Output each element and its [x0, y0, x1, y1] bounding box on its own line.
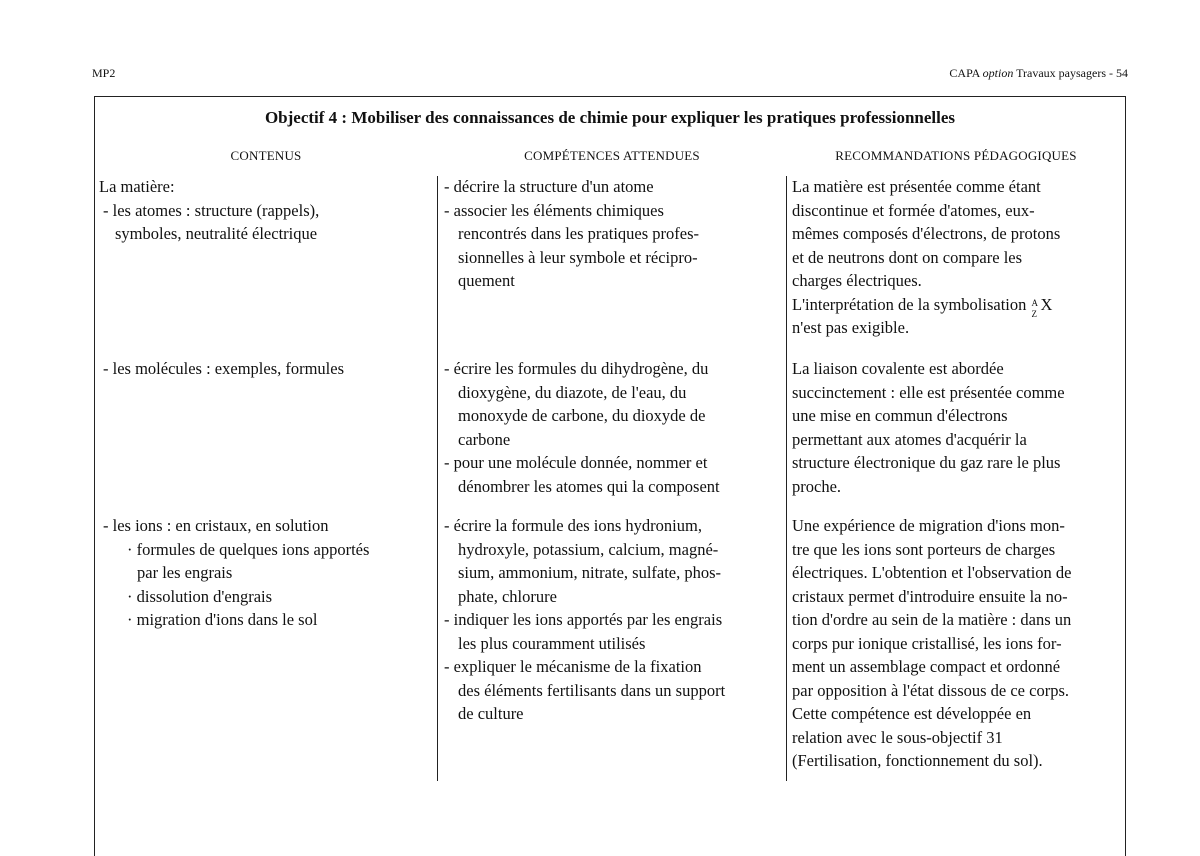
- nuclide-letter: X: [1040, 294, 1053, 314]
- text-line: permettant aux atomes d'acquérir la: [792, 429, 1027, 449]
- objective-title: Objectif 4 : Mobiliser des connaissances de chimie pour expliquer les pratiques professionnelles: [264, 108, 956, 127]
- text-line: monoxyde de carbone, du dioxyde de: [458, 406, 706, 425]
- text-line: · dissolution d'engrais: [127, 586, 273, 606]
- text-line: - écrire les formules du dihydrogène, du: [444, 359, 709, 378]
- text-line: une mise en commun d'électrons: [792, 406, 1008, 425]
- column-divider-1: [437, 176, 438, 781]
- column-header-competences: COMPÉTENCES ATTENDUES: [524, 148, 700, 163]
- nuclide-symbol: [1031, 296, 1041, 319]
- text-line: ment un assemblage compact et ordonné: [792, 657, 1061, 676]
- text-line: sionnelles à leur symbole et récipro-: [458, 247, 698, 267]
- text-line: corps pur ionique cristallisé, les ions for-: [792, 633, 1062, 653]
- text-line: structure électronique du gaz rare le plus: [792, 453, 1061, 472]
- text-line: mêmes composés d'électrons, de protons: [792, 224, 1061, 243]
- header-right-prefix: CAPA: [949, 66, 983, 80]
- row-1-contenus: [99, 175, 433, 246]
- text-line: - les molécules : exemples, formules: [103, 359, 345, 378]
- column-header-contenus: CONTENUS: [230, 148, 302, 163]
- text-line: charges électriques.: [792, 271, 922, 290]
- text-line: quement: [458, 271, 515, 290]
- text-line: - associer les éléments chimiques: [444, 200, 664, 220]
- row-1-recommandations: [792, 175, 1124, 340]
- page-header-right: [949, 66, 1128, 81]
- text-line: tion d'ordre au sein de la matière : dans un: [792, 610, 1072, 629]
- text-line: (Fertilisation, fonctionnement du sol).: [792, 751, 1043, 770]
- row-2-competences: [444, 357, 784, 498]
- row-3-contenus: [99, 514, 433, 632]
- text-line: sium, ammonium, nitrate, sulfate, phos-: [458, 563, 722, 582]
- text-line: des éléments fertilisants dans un support: [458, 680, 726, 700]
- text-line: [792, 293, 1124, 317]
- page-header-left: MP2: [92, 66, 116, 80]
- text-line: · formules de quelques ions apportés: [127, 539, 370, 559]
- text-line: - pour une molécule donnée, nommer et: [444, 453, 708, 472]
- text-line: phate, chlorure: [458, 586, 557, 606]
- text-line: cristaux permet d'introduire ensuite la no-: [792, 586, 1068, 606]
- header-right-italic: option: [982, 66, 1014, 80]
- text-line: La matière est présentée comme étant: [792, 177, 1041, 196]
- text-line: dénombrer les atomes qui la composent: [458, 476, 720, 496]
- text-line: hydroxyle, potassium, calcium, magné-: [458, 539, 719, 559]
- text-line: les plus couramment utilisés: [458, 633, 646, 653]
- text-line: proche.: [792, 476, 842, 496]
- text-line: discontinue et formée d'atomes, eux-: [792, 200, 1035, 220]
- text-line: carbone: [458, 429, 511, 449]
- text-line: - décrire la structure d'un atome: [444, 177, 654, 196]
- row-2-recommandations: [792, 357, 1124, 498]
- column-header-recommandations: RECOMMANDATIONS PÉDAGOGIQUES: [835, 148, 1077, 163]
- text-line: dioxygène, du diazote, de l'eau, du: [458, 382, 687, 402]
- text-line: - les ions : en cristaux, en solution: [103, 516, 329, 535]
- text-line-part: L'interprétation de la symbolisation: [792, 294, 1027, 314]
- text-line: · migration d'ions dans le sol: [127, 610, 318, 629]
- text-line: par les engrais: [137, 563, 233, 582]
- text-line: La matière:: [99, 177, 175, 196]
- text-line: par opposition à l'état dissous de ce corps.: [792, 680, 1069, 700]
- text-line: électriques. L'obtention et l'observation de: [792, 563, 1072, 582]
- header-right-suffix: Travaux paysagers - 54: [1013, 66, 1128, 80]
- text-line: Cette compétence est développée en: [792, 704, 1032, 723]
- row-1-competences: [444, 175, 784, 293]
- text-line: - les atomes : structure (rappels),: [103, 200, 320, 220]
- text-line: tre que les ions sont porteurs de charges: [792, 539, 1056, 559]
- nuclide-number: Z: [1031, 308, 1038, 319]
- row-2-contenus: [99, 357, 433, 381]
- text-line: La liaison covalente est abordée: [792, 359, 1004, 378]
- row-3-competences: [444, 514, 784, 726]
- text-line: - indiquer les ions apportés par les engrais: [444, 610, 723, 629]
- text-line: - expliquer le mécanisme de la fixation: [444, 657, 702, 676]
- text-line: et de neutrons dont on compare les: [792, 247, 1023, 267]
- text-line: rencontrés dans les pratiques profes-: [458, 224, 699, 243]
- text-line: - écrire la formule des ions hydronium,: [444, 516, 702, 535]
- text-line: Une expérience de migration d'ions mon-: [792, 516, 1065, 535]
- text-line: n'est pas exigible.: [792, 318, 910, 337]
- text-line: symboles, neutralité électrique: [115, 224, 318, 243]
- column-divider-2: [786, 176, 787, 781]
- text-line: succinctement : elle est présentée comme: [792, 382, 1065, 402]
- nuclide-mass: A: [1031, 297, 1039, 308]
- row-3-recommandations: [792, 514, 1124, 773]
- text-line: relation avec le sous-objectif 31: [792, 727, 1003, 747]
- text-line: de culture: [458, 704, 524, 723]
